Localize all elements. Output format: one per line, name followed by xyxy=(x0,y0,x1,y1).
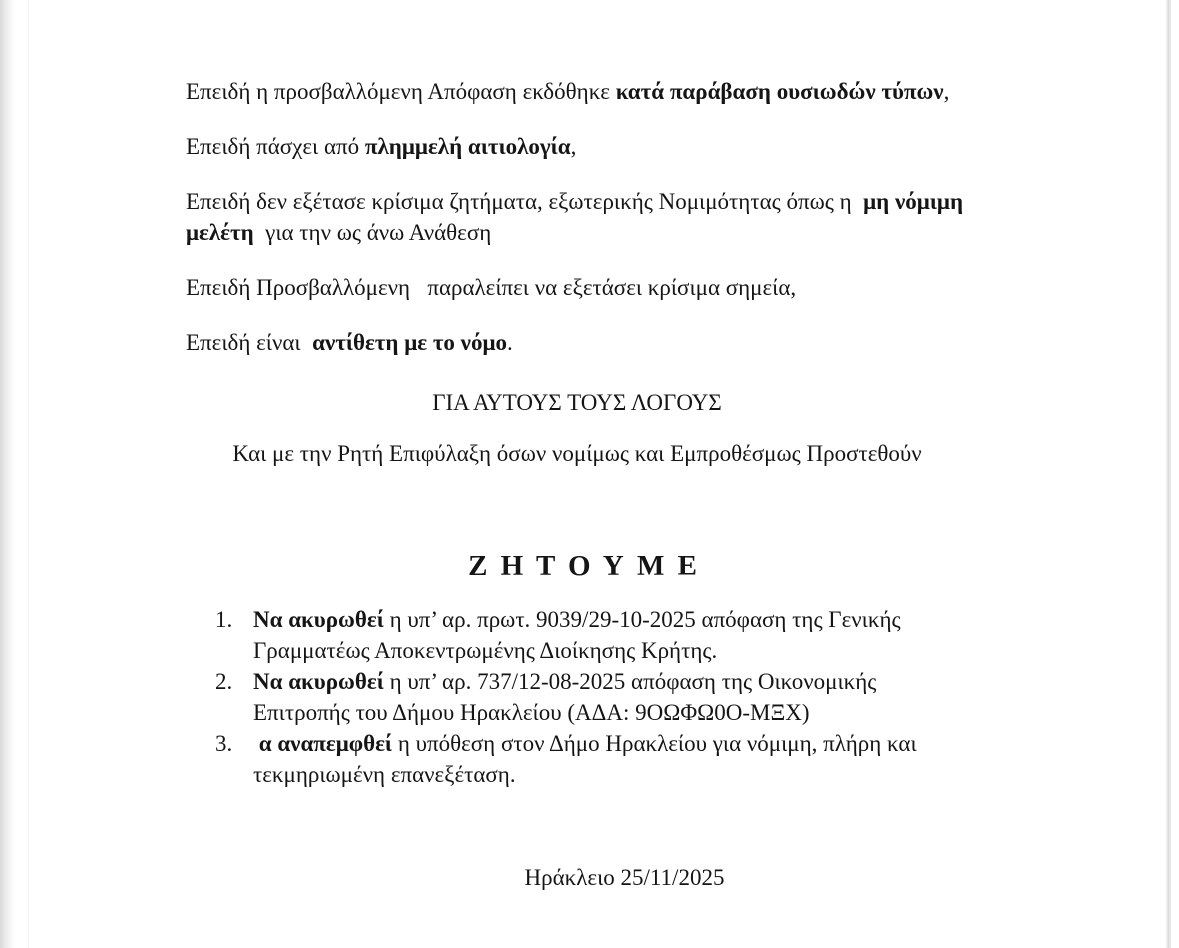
request-text xyxy=(253,604,968,666)
reservation-clause: Και με την Ρητή Επιφύλαξη όσων νομίμως και Εμπροθέσμως Προστεθούν xyxy=(232,441,922,466)
request-bold-text: Να ακυρωθεί xyxy=(253,607,384,632)
paragraph-text: Επειδή Προσβαλλόμενη παραλείπει να εξετάσει κρίσιμα σημεία, xyxy=(186,275,797,300)
paragraph-bold-text: αντίθετη με το νόμο xyxy=(312,330,507,355)
document-body xyxy=(186,0,968,893)
paragraph-text: Επειδή δεν εξέτασε κρίσιμα ζητήματα, εξωτερικής Νομιμότητας όπως η xyxy=(186,189,864,214)
paragraph-whereas-2 xyxy=(186,131,968,162)
paragraph-text: , xyxy=(570,134,577,159)
paragraph-bold-text: πλημμελή αιτιολογία xyxy=(364,134,571,159)
request-list xyxy=(186,604,968,790)
request-item-1 xyxy=(215,604,968,666)
paragraph-text: Επειδή πάσχει από xyxy=(186,134,365,159)
request-rest-text: η υπόθεση στον Δήμο Ηρακλείου για νόμιμη, πλήρη και τεκμηριωμένη επανεξέταση. xyxy=(253,731,923,787)
paragraph-bold-text: κατά παράβαση ουσιωδών τύπων xyxy=(615,79,944,104)
request-number: 2. xyxy=(215,669,233,694)
paragraph-text: , xyxy=(943,79,950,104)
heading-we-request: Ζ Η Τ Ο Υ Μ Ε xyxy=(468,550,700,582)
request-rest-text: η υπ’ αρ. πρωτ. 9039/29-10-2025 απόφαση της Γενικής Γραμματέως Αποκεντρωμένης Διοίκησης Κρήτης. xyxy=(253,607,907,663)
paragraph-whereas-4 xyxy=(186,272,968,303)
paragraph-whereas-5 xyxy=(186,327,968,358)
request-number: 3. xyxy=(215,731,233,756)
place-and-date: Ηράκλειο 25/11/2025 xyxy=(524,865,725,890)
request-item-2 xyxy=(215,666,968,728)
request-number: 1. xyxy=(215,607,233,632)
request-bold-text: Να ακυρωθεί xyxy=(253,669,384,694)
paragraph-whereas-1 xyxy=(186,76,968,107)
request-text xyxy=(253,728,968,790)
paragraph-text: . xyxy=(506,330,513,355)
heading-for-these-reasons: ΓΙΑ ΑΥΤΟΥΣ ΤΟΥΣ ΛΟΓΟΥΣ xyxy=(432,390,722,415)
page-left-edge-shadow xyxy=(0,0,16,948)
paragraph-text: Επειδή είναι xyxy=(186,330,313,355)
request-bold-text: α αναπεμφθεί xyxy=(253,731,393,756)
paragraph-text: για την ως άνω Ανάθεση xyxy=(253,220,492,245)
page-left-edge-line xyxy=(28,0,30,948)
paragraph-whereas-3 xyxy=(186,186,968,248)
page-right-edge-shadow xyxy=(1166,0,1171,948)
request-text xyxy=(253,666,968,728)
paragraph-text: Επειδή η προσβαλλόμενη Απόφαση εκδόθηκε xyxy=(186,79,616,104)
paragraph-bold-text: μη νόμιμη μελέτη xyxy=(186,189,969,245)
request-item-3 xyxy=(215,728,968,790)
request-rest-text: η υπ’ αρ. 737/12-08-2025 απόφαση της Οικονομικής Επιτροπής του Δήμου Ηρακλείου (ΑΔΑ: 9ΟΩΦΩ0Ο-ΜΞΧ) xyxy=(253,669,883,725)
